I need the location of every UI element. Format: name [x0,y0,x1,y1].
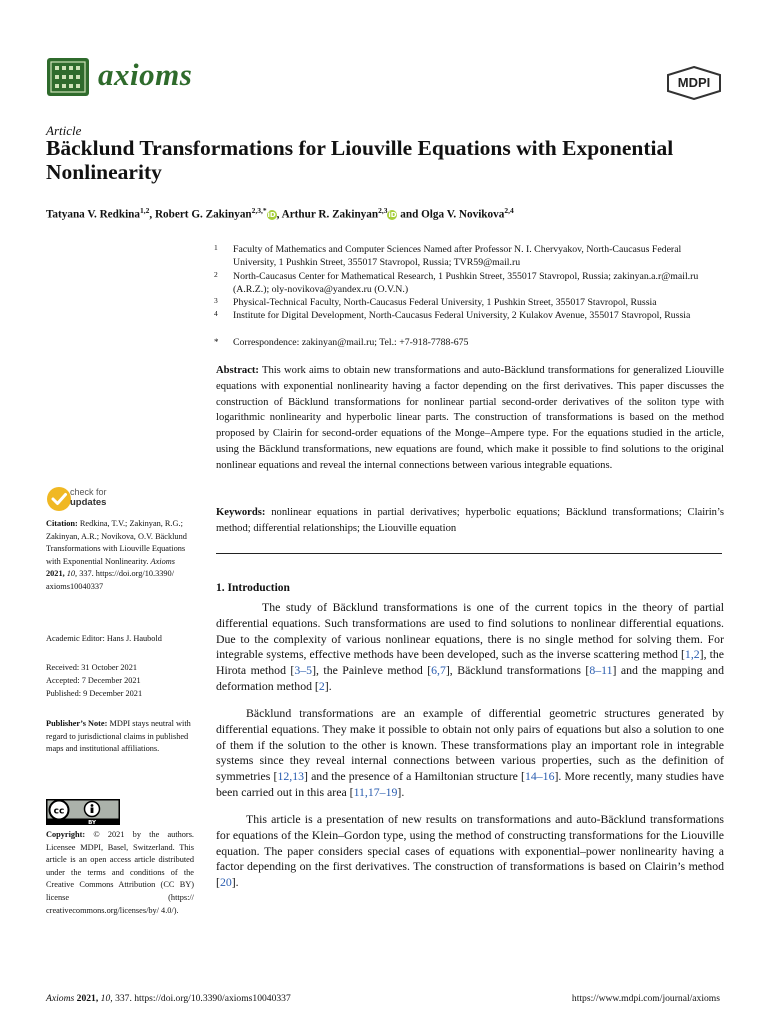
keywords-label: Keywords: [216,507,266,518]
citation-year: 2021, [46,569,65,579]
published-date: Published: 9 December 2021 [46,689,143,698]
body-text: ]. More recently, many studies have been carried out in this area [ [216,769,724,799]
received-date: Received: 31 October 2021 [46,663,138,672]
body-text: ], the Painleve method [ [312,663,432,678]
keywords-text: nonlinear equations in partial derivatives; hyperbolic equations; Bäcklund transformations; Clairin’s method; differential relationships; the Liouville equation [216,507,725,534]
body-text: ]. [397,784,405,799]
author-name: Tatyana V. Redkina [46,208,140,221]
citation-doi[interactable]: 337. https://doi.org/10.3390/ axioms10040337 [46,569,175,591]
citation-text: Redkina, T.V.; Zakinyan, R.G.; Zakinyan, A.R.; Novikova, O.V. Bäcklund Transformations with Liouville Equations with Exponential Nonlinearity. [46,519,187,566]
body-paragraph-3 [216,812,724,891]
citation-link[interactable]: 1,2 [684,647,700,662]
check-for-updates-link[interactable] [70,488,107,507]
cc-by-license-icon[interactable] [46,799,120,825]
citation-volume: 10, [66,569,78,579]
copyright-block [46,829,194,917]
orcid-icon[interactable]: iD [388,210,397,219]
orcid-icon[interactable]: iD [267,210,276,219]
author-affiliation-sup: 2,3 [378,206,388,215]
body-text: Bäcklund transformations are an example of differential geometric structures generated by differential equations. They make it possible to obtain not only pairs of equations but also a solution to one of them if the solution to the other is known. These transformations play an important role in integrable systems since they reveal internal connections between various properties, such as the definition of symmetries [ [216,706,724,784]
check-for-updates-icon[interactable] [46,486,72,512]
citation-block [46,518,194,594]
affiliation-text: Physical-Technical Faculty, North-Caucasus Federal University, 1 Pushkin Street, 355017 Stavropol, Russia [233,297,657,308]
author-affiliation-sup: 2,4 [504,206,514,215]
affiliation-text: Faculty of Mathematics and Computer Sciences Named after Professor N. I. Chervyakov, North-Caucasus Federal University, 1 Pushkin Street, 355017 Stavropol, Russia; TVR59@mail.ru [233,244,682,269]
citation-link[interactable]: 14–16 [524,769,555,784]
citation-link[interactable]: 2 [318,678,325,693]
author-affiliation-sup: 2,3,* [251,206,267,215]
body-paragraph-1 [216,600,724,695]
author-name: Arthur R. Zakinyan [281,208,379,221]
publisher-note [46,718,194,756]
keywords [216,505,724,537]
citation-link[interactable]: 3–5 [294,663,313,678]
copyright-text: © 2021 by the authors. Licensee MDPI, Basel, Switzerland. This article is an open access article distributed under the terms and conditions of the Creative Commons Attribution (CC BY) license (https:// creativecommons.org/licenses/by/ 4.0/). [46,830,194,915]
mdpi-logo-text: MDPI [677,75,711,90]
body-text: ] and the presence of a Hamiltonian structure [ [304,769,525,784]
body-paragraph-2 [216,706,724,801]
footer-journal: Axioms [46,993,75,1004]
footer-year: 2021, [76,993,99,1004]
correspondence-marker: * [214,337,219,347]
citation-link[interactable]: 11,17–19 [353,784,398,799]
svg-text:cc: cc [53,806,65,817]
abstract-label: Abstract: [216,365,259,376]
article-title: Bäcklund Transformations for Liouville Equations with Exponential Nonlinearity [46,136,674,184]
author-name: Robert G. Zakinyan [154,208,252,221]
publisher-note-label: Publisher’s Note: [46,719,108,728]
copyright-label: Copyright: [46,830,86,839]
citation-label: Citation: [46,519,78,528]
section-heading: 1. Introduction [216,582,290,594]
cc-label: BY [88,820,96,825]
author-name: Olga V. Novikova [421,208,505,221]
affiliation-number: 1 [214,243,218,252]
author-affiliation-sup: 1,2 [140,206,150,215]
body-text: The study of Bäcklund transformations is one of the current topics in the theory of partial differential equations. Such transformations are used to find solutions to nonlinear differential equations. Due to the complexity of various nonlinear equations, there is no single method for solving them. For integrable systems, effective methods have been developed, such as the inverse scattering method [ [216,600,724,662]
affiliation-text: North-Caucasus Center for Mathematical Research, 1 Pushkin Street, 355017 Stavropol, Russia; zakinyan.a.r@mail.ru (A.R.Z.); oly-novikova@yandex.ru (O.V.N.) [233,271,699,296]
citation-link[interactable]: 8–11 [589,663,613,678]
citation-link[interactable]: 20 [219,875,232,890]
body-text: ]. [324,678,332,693]
journal-logo-icon [47,58,89,96]
article-type: Article [46,123,82,138]
abstract-text: This work aims to obtain new transformations and auto-Bäcklund transformations for generalized Liouville equations with exponential nonlinearity having a factor depending on the first derivatives. This paper discusses the construction of Bäcklund transformations for nonlinear partial second-order derivatives of the soliton type with logarithmic nonlinearity and hyperbolic linear parts. The construction of transformations is based on the method proposed by Clairin for second-order equations of the Monge–Ampere type. For the equations studied in the article, using the Bäcklund transformations, new equations are found, which make it possible to find solutions to the original nonlinear equations and reveal the internal connections between various integrable equations. [216,365,724,471]
section-divider [216,553,722,554]
abstract [216,363,724,474]
accepted-date: Accepted: 7 December 2021 [46,676,141,685]
author-separator: , [276,208,282,221]
affiliation-text: Institute for Digital Development, North-Caucasus Federal University, 2 Kulakov Avenue, 355017 Stavropol, Russia [233,310,691,321]
body-text: ]. [231,875,239,890]
footer-doi[interactable]: 337. https://doi.org/10.3390/axioms10040337 [115,993,291,1004]
footer-volume: 10, [100,993,113,1004]
publisher-note-text: MDPI stays neutral with regard to jurisdictional claims in published maps and institutional affiliations. [46,719,191,754]
footer-journal-url[interactable]: https://www.mdpi.com/journal/axioms [571,993,720,1004]
body-text: This article is a presentation of new results on transformations and auto-Bäcklund transformations for equations of the Klein–Gordon type, using the method of constructing transformations for the Liouville equation. The paper considers special cases of equations with exponential–power nonlinearity having a factor depending on the first derivatives. The construction of transformations is based on Clairin’s method [ [216,812,724,890]
footer-citation [46,993,291,1004]
check-updates-line1: check for [70,487,107,497]
check-updates-line2: updates [70,496,107,508]
author-separator: , [149,208,155,221]
affiliation-number: 3 [214,296,218,305]
body-text: ], the Hirota method [ [216,647,724,678]
author-list [46,206,514,221]
body-text: ], Bäcklund transformations [ [445,663,590,678]
correspondence-text: Correspondence: zakinyan@mail.ru; Tel.: +7-918-7788-675 [233,337,469,348]
body-text: ] and the mapping and deformation method [ [216,663,724,693]
citation-link[interactable]: 6,7 [431,663,446,678]
journal-name: axioms [98,57,193,92]
affiliation-number: 4 [214,309,218,318]
author-separator: and [397,208,422,221]
academic-editor: Academic Editor: Hans J. Haubold [46,634,162,643]
mdpi-logo [666,66,722,100]
citation-journal: Axioms [150,556,175,566]
citation-link[interactable]: 12,13 [277,769,304,784]
affiliation-number: 2 [214,270,218,279]
